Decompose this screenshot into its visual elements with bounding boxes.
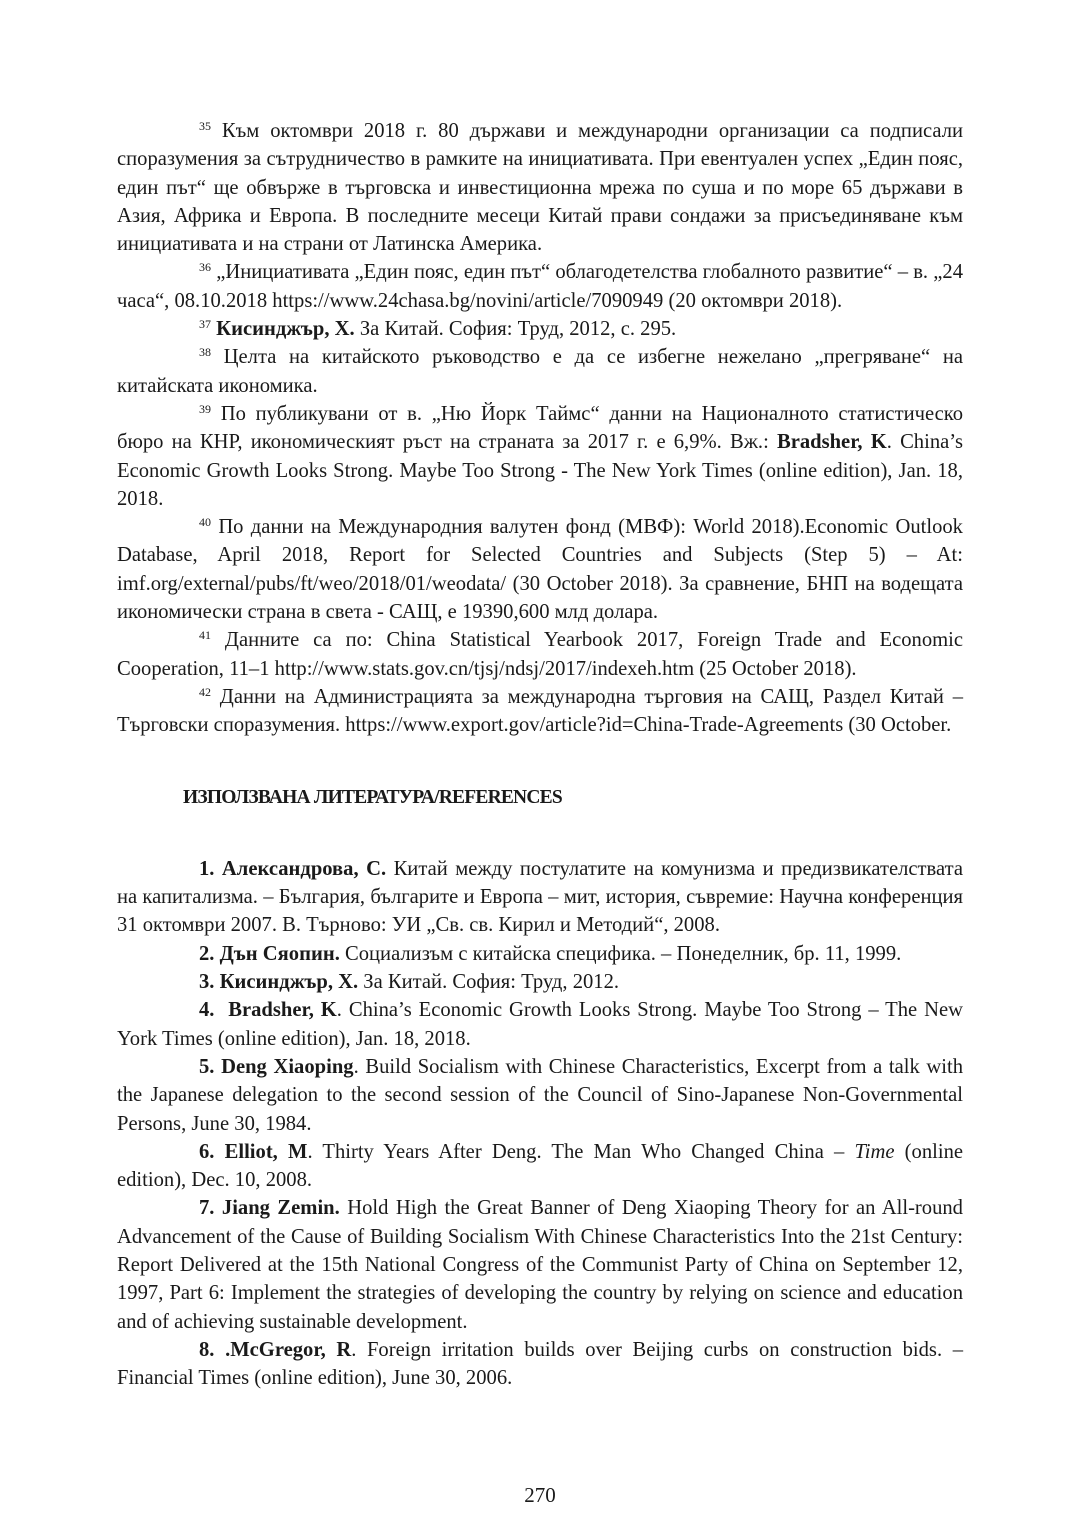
footnotes xyxy=(117,117,963,740)
reference-item: 5. Deng Xiaoping. Build Socialism with Chinese Characteristics, Excerpt from a talk with the Japanese delegation to the second session of the Council of Sino-Japanese Non-Governmental Persons, June 30, 1984. xyxy=(117,1055,964,1135)
reference-item: 3. Кисинджър, Х. За Китай. София: Труд, 2012. xyxy=(199,971,620,994)
reference-item: 1. Александрова, С. Китай между постулатите на комунизма и предизвикателствата на капитализма. – България, българите и Европа – мит, история, съвремие: Научна конференция 31 октомври 2007. В. Търново: УИ „Св. св. Кирил и Методий“, 2008. xyxy=(117,857,963,937)
footnote-42: $^{42}$ Данни на Администрацията за международна търговия на САЩ, Раздел Китай – Търговски споразумения. https://www.export.gov/article?id=China-Trade-Agreements (30 October. xyxy=(117,684,963,737)
footnote-36: $^{36}$ „Инициативата „Един пояс, един път“ облагодетелства глобалното развитие“ – в. „24 часа“, 08.10.2018 https://www.24chasa.bg/novini/article/7090949 (20 октомври 2018). xyxy=(117,260,963,312)
reference-item: 4. Bradsher, K. China’s Economic Growth Looks Strong. Maybe Too Strong – The New York Times (online edition), Jan. 18, 2018. xyxy=(117,999,963,1050)
footnote-41: $^{41}$ Данните са по: China Statistical Yearbook 2017, Foreign Trade and Economic Cooperation, 11–1 http://www.stats.gov.cn/tjsj/ndsj/2017/indexeh.htm (25 October 2018). xyxy=(117,628,963,680)
footnote-35: $^{35}$ Към октомври 2018 г. 80 държави и международни организации са подписали споразумения за сътрудничество в рамките на инициативата. При евентуален успех „Един пояс, един път“ ще обвърже в търговска и инвестиционна мрежа по суша и по море 65 държави в Азия, Африка и Европа. В последните месеци Китай прави сондажи за присъединяване към инициативата и на страни от Латинска Америка. xyxy=(117,119,963,256)
reference-item: 6. Elliot, M. Thirty Years After Deng. The Man Who Changed China – Time (online edition), Dec. 10, 2008. xyxy=(117,1140,964,1192)
page-number: 270 xyxy=(524,1483,556,1507)
reference-item: 7. Jiang Zemin. Hold High the Great Banner of Deng Xiaoping Theory for an All-round Advancement of the Cause of Building Socialism With Chinese Characteristics Into the 21st Century: Report Delivered at the 15th National Congress of the Communist Party of China on September 12, 1997, Part 6: Implement the strategies of developing the country by relying on science and education and of achieving sustainable development. xyxy=(117,1197,963,1333)
references-heading: ИЗПОЛЗВАНА ЛИТЕРАТУРА/REFERENCES xyxy=(183,786,562,808)
reference-item: 2. Дън Сяопин. Социализъм с китайска специфика. – Понеделник, бр. 11, 1999. xyxy=(199,942,902,965)
footnote-37: $^{37}$ Кисинджър, Х. За Китай. София: Труд, 2012, с. 295. xyxy=(199,317,677,341)
footnote-40: $^{40}$ По данни на Международния валутен фонд (МВФ): World 2018).Economic Outlook Database, April 2018, Report for Selected Countries and Subjects (Step 5) – At: imf.org/external/pubs/ft/weo/2018/01/weodata/ (30 October 2018). За сравнение, БНП на водещата икономически страна в света - САЩ, е 19390,600 млд долара. xyxy=(117,515,963,624)
page-body xyxy=(117,117,963,1392)
footnote-39: $^{39}$ По публикувани от в. „Ню Йорк Таймс“ данни на Националното статистическо бюро на КНР, икономическият ръст на страната за 2017 г. е 6,9%. Вж.: Bradsher, K. China’s Economic Growth Looks Strong. Maybe Too Strong - The New York Times (online edition), Jan. 18, 2018. xyxy=(117,401,964,510)
footnote-38: $^{38}$ Целта на китайското ръководство е да се избегне нежелано „прегряване“ на китайската икономика. xyxy=(117,345,963,397)
reference-item: 8. .McGregor, R. Foreign irritation builds over Beijing curbs on construction bids. – Financial Times (online edition), June 30, 2006. xyxy=(117,1338,964,1390)
references-list xyxy=(117,855,963,1393)
